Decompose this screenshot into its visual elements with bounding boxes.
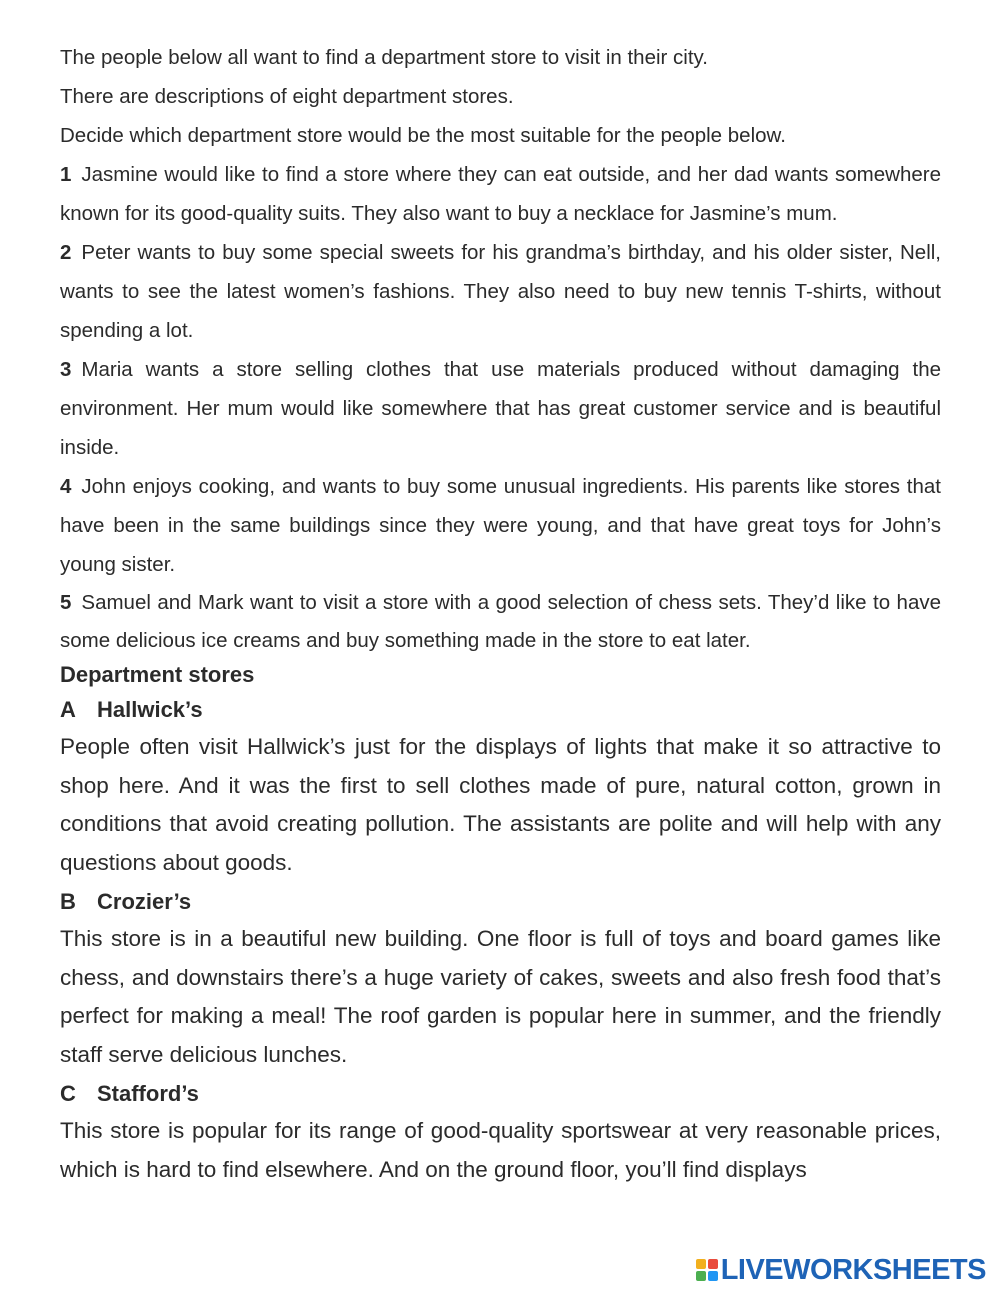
liveworksheets-logo[interactable]	[696, 1254, 986, 1286]
logo-square	[696, 1259, 706, 1269]
store-description: People often visit Hallwick’s just for the displays of lights that make it so attractive to shop here. And it was the first to sell clothes made of pure, natural cotton, grown in conditions that avoid creating pollution. The assistants are polite and will help with any questions about goods.	[60, 734, 941, 875]
person-text: Samuel and Mark want to visit a store with a good selection of chess sets. They’d like to have some delicious ice creams and buy something made in the store to eat later.	[60, 591, 941, 652]
store-letter: B	[60, 889, 76, 914]
person-text: Peter wants to buy some special sweets for his grandma’s birthday, and his older sister, Nell, wants to see the latest women’s fashions. They also need to buy new tennis T-shirts, without spending a lot.	[60, 241, 941, 342]
intro-line: There are descriptions of eight department stores.	[60, 85, 514, 108]
worksheet-page	[60, 38, 941, 1189]
logo-square	[696, 1271, 706, 1281]
intro-line: Decide which department store would be the most suitable for the people below.	[60, 124, 786, 147]
person-text: Jasmine would like to find a store where they can eat outside, and her dad wants somewhere known for its good-quality suits. They also want to buy a necklace for Jasmine’s mum.	[60, 163, 941, 225]
store-heading	[60, 692, 941, 728]
person-item	[60, 155, 941, 233]
store-description: This store is popular for its range of good-quality sportswear at very reasonable prices, which is hard to find elsewhere. And on the ground floor, you’ll find displays	[60, 1118, 941, 1182]
person-number: 1	[60, 163, 72, 186]
liveworksheets-logo-icon	[696, 1259, 718, 1281]
store-description: This store is in a beautiful new building. One floor is full of toys and board games like chess, and downstairs there’s a huge variety of cakes, sweets and also fresh food that’s perfect for making a meal! The roof garden is popular here in summer, and the friendly staff serve delicious lunches.	[60, 926, 941, 1067]
store-heading	[60, 884, 941, 920]
person-item	[60, 467, 941, 584]
store-name: Hallwick’s	[97, 697, 203, 722]
store-letter: C	[60, 1081, 76, 1106]
store-heading	[60, 1076, 941, 1112]
logo-text: LIVEWORKSHEETS	[720, 1253, 986, 1286]
person-number: 2	[60, 241, 72, 264]
store-name: Crozier’s	[97, 889, 192, 914]
intro-line: The people below all want to find a department store to visit in their city.	[60, 46, 708, 69]
logo-square	[708, 1259, 718, 1269]
store-letter: A	[60, 697, 76, 722]
person-item	[60, 584, 941, 660]
person-number: 3	[60, 358, 72, 381]
person-number: 4	[60, 475, 72, 498]
person-text: Maria wants a store selling clothes that use materials produced without damaging the environment. Her mum would like somewhere that has great customer service and is beautiful inside.	[60, 358, 941, 459]
store-name: Stafford’s	[97, 1081, 199, 1106]
person-item	[60, 350, 941, 467]
person-text: John enjoys cooking, and wants to buy some unusual ingredients. His parents like stores that have been in the same buildings since they were young, and that have great toys for John’s young sister.	[60, 475, 941, 576]
stores-heading: Department stores	[60, 662, 255, 687]
person-number: 5	[60, 591, 72, 614]
logo-square	[708, 1271, 718, 1281]
person-item	[60, 233, 941, 350]
